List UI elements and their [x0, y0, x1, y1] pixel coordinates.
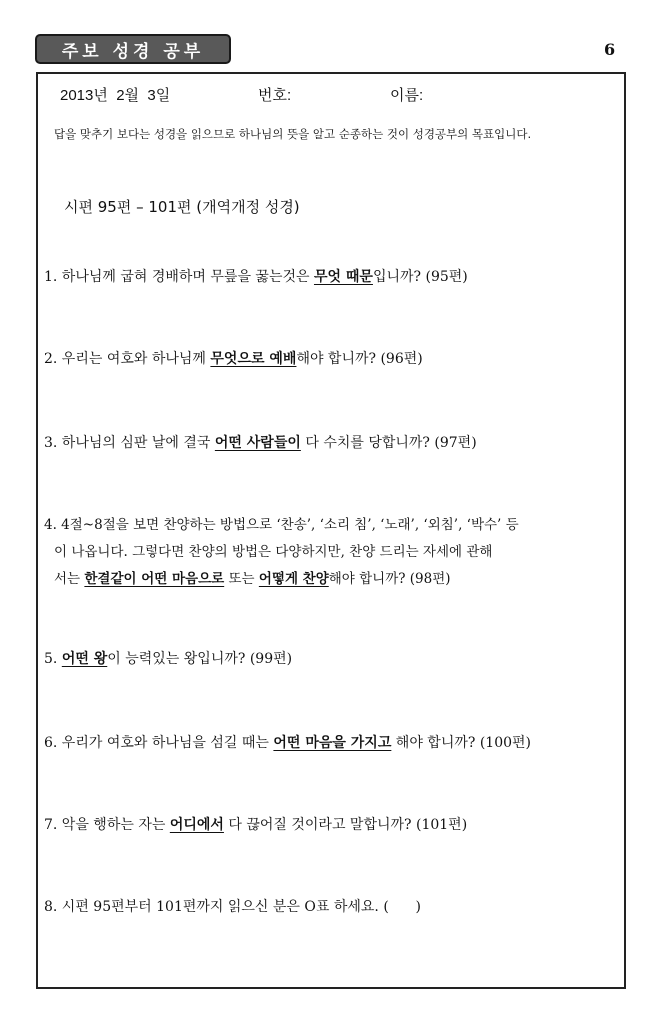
- question-text: 또는: [224, 571, 259, 587]
- question-1: [44, 264, 624, 291]
- section-title-tab: [35, 34, 231, 64]
- question-text: 3. 하나님의 심판 날에 결국: [44, 435, 215, 451]
- question-text: 해야 합니까? (98편): [328, 571, 451, 587]
- question-3: [44, 430, 624, 457]
- question-text: 1. 하나님께 굽혀 경배하며 무릎을 꿇는것은: [44, 269, 314, 285]
- number-label: 번호:: [258, 87, 292, 104]
- question-keyword: 무엇으로 예배: [210, 351, 297, 367]
- question-text: 2. 우리는 여호와 하나님께: [44, 351, 211, 367]
- question-text: 7. 악을 행하는 자는: [44, 817, 170, 833]
- question-line: [44, 566, 624, 593]
- worksheet-date: 2013년 2월 3일: [60, 87, 171, 104]
- question-7: [44, 812, 624, 839]
- question-keyword: 한결같이 어떤 마음으로: [84, 571, 225, 587]
- question-keyword: 어떤 사람들이: [214, 435, 301, 451]
- question-text: 해야 합니까? (96편): [296, 351, 423, 367]
- question-2: [44, 346, 624, 373]
- question-text: 이 능력있는 왕입니까? (99편): [107, 651, 293, 667]
- question-text: 서는: [54, 571, 85, 587]
- question-keyword: 무엇 때문: [313, 269, 373, 285]
- name-label: 이름:: [390, 87, 424, 104]
- intro-text: 답을 맞추기 보다는 성경을 읽으므로 하나님의 뜻을 알고 순종하는 것이 성경공부의 목표입니다.: [54, 127, 532, 141]
- question-text: 4. 4절~8절을 보면 찬양하는 방법으로 ‘찬송’, ‘소리 침’, ‘노래’, ‘외침’, ‘박수’ 등: [44, 517, 519, 533]
- question-keyword: 어떤 마음을 가지고: [273, 735, 392, 751]
- question-6: [44, 730, 624, 757]
- question-text: 입니까? (95편): [372, 269, 468, 285]
- question-text: 다 끊어질 것이라고 말합니까? (101편): [223, 817, 468, 833]
- question-text: 8. 시편 95편부터 101편까지 읽으신 분은 O표 하세요. ( ): [44, 899, 421, 915]
- question-text: 6. 우리가 여호와 하나님을 섬길 때는: [44, 735, 274, 751]
- question-text: 다 수치를 당합니까? (97편): [300, 435, 477, 451]
- question-text: 해야 합니까? (100편): [391, 735, 532, 751]
- question-5: [44, 646, 624, 673]
- passage-title: 시편 95편 – 101편 (개역개정 성경): [64, 198, 300, 216]
- page-number: 6: [604, 40, 616, 59]
- section-title: 주보 성경 공부: [61, 41, 205, 62]
- question-4: [44, 512, 624, 593]
- question-text: 이 나옵니다. 그렇다면 찬양의 방법은 다양하지만, 찬양 드리는 자세에 관해: [54, 544, 493, 560]
- question-keyword: 어디에서: [169, 817, 224, 833]
- question-keyword: 어떤 왕: [61, 651, 108, 667]
- question-8: [44, 894, 624, 921]
- question-keyword: 어떻게 찬양: [258, 571, 329, 587]
- question-text: 5.: [44, 651, 62, 667]
